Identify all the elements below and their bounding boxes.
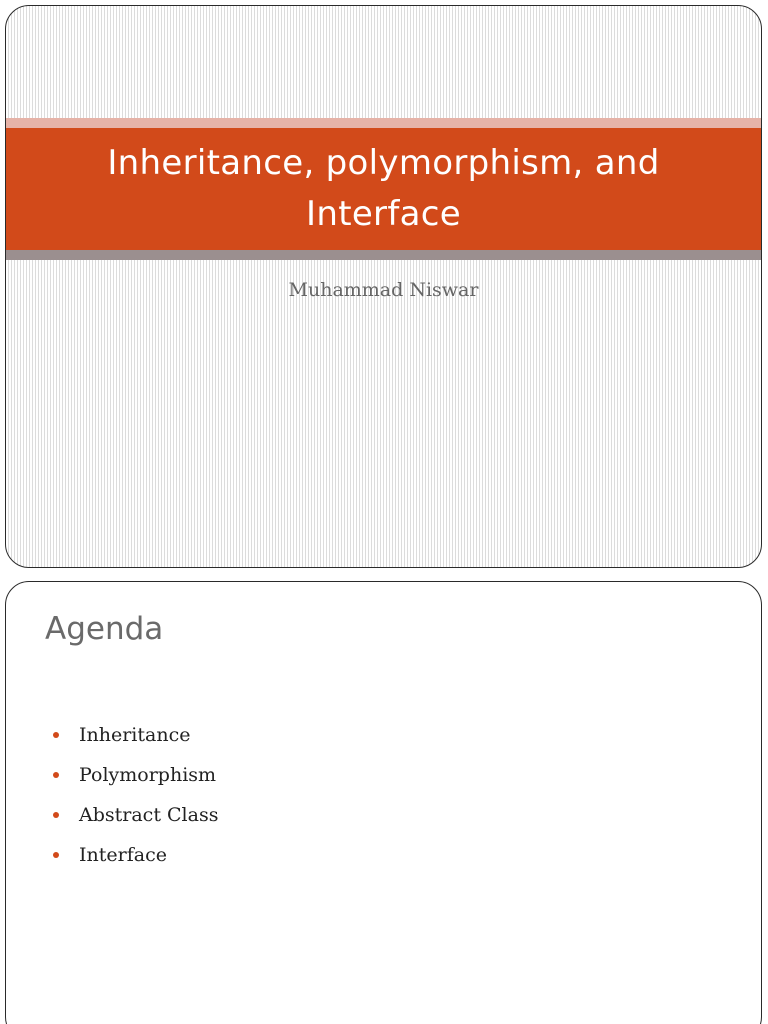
list-item-label: Interface xyxy=(79,844,167,866)
agenda-slide xyxy=(5,581,762,1024)
list-item-label: Inheritance xyxy=(79,724,191,746)
agenda-heading: Agenda xyxy=(45,611,164,647)
slide-title xyxy=(67,138,699,240)
title-band xyxy=(6,128,761,250)
slide-subtitle-author: Muhammad Niswar xyxy=(288,279,479,301)
bullet-icon xyxy=(53,852,59,858)
list-item xyxy=(53,755,218,795)
list-item-label: Polymorphism xyxy=(79,764,217,786)
bullet-icon xyxy=(53,772,59,778)
list-item xyxy=(53,835,218,875)
bullet-icon xyxy=(53,812,59,818)
list-item xyxy=(53,715,218,755)
slide-title-line-1: Inheritance, polymorphism, and xyxy=(107,143,660,183)
title-band-top-stripe xyxy=(6,118,761,128)
agenda-list xyxy=(53,715,218,875)
slide-title-line-2: Interface xyxy=(306,194,461,234)
list-item-label: Abstract Class xyxy=(79,804,219,826)
title-slide xyxy=(5,5,762,568)
title-band-bottom-stripe xyxy=(6,250,761,260)
bullet-icon xyxy=(53,732,59,738)
list-item xyxy=(53,795,218,835)
